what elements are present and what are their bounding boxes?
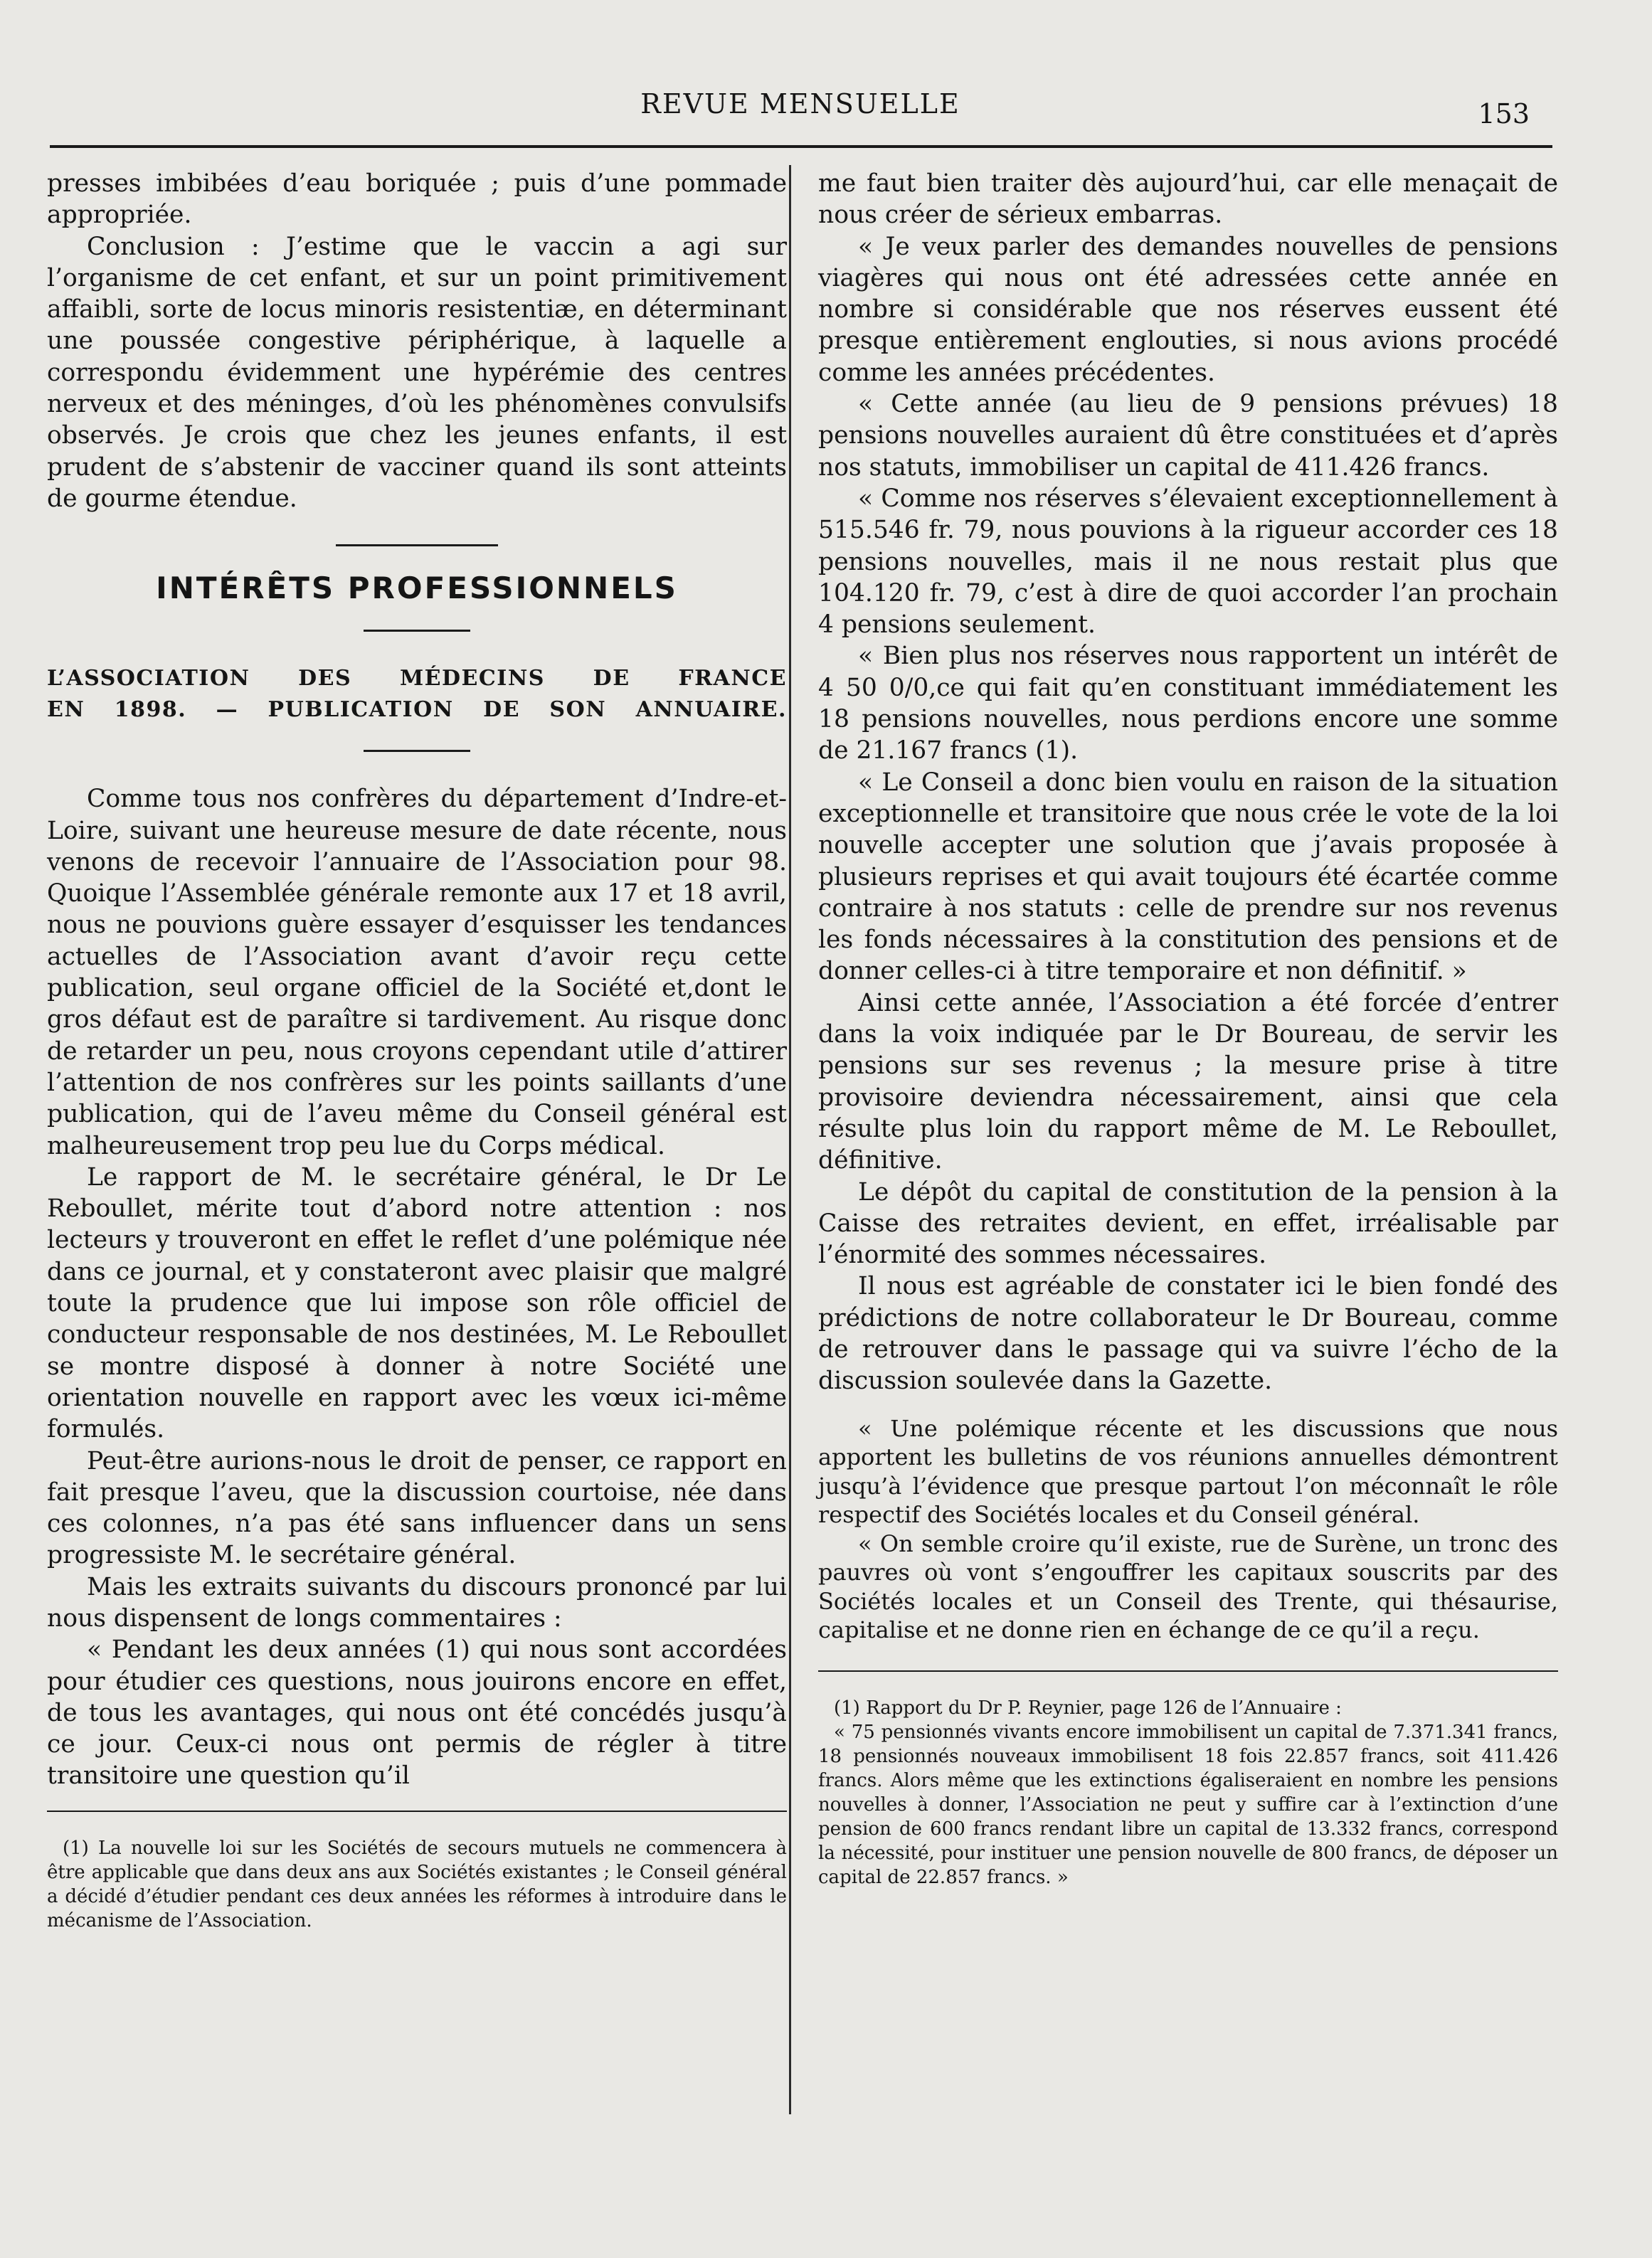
paragraph: Comme tous nos confrères du département d’Indre-et-Loire, suivant une heureuse mesure de date récente, nous venons de recevoir l’annuaire de l’Association pour 98. Quoique l’Assemblée générale remonte aux 17 et 18 avril, nous ne pouvions guère essayer d’esquisser les tendances actuelles de l’Association avant d’avoir reçu cette publication, seul organe officiel de la Société et,dont le gros défaut est de paraître si tardivement. Au risque donc de retarder un peu, nous croyons cependant utile d’attirer l’attention de nos confrères sur les points saillants d’une publication, qui de l’aveu même du Conseil général est malheureusement trop peu lue du Corps médical. (47, 785, 787, 1160)
section-rule (364, 750, 470, 752)
paragraph: « Je veux parler des demandes nouvelles de pensions viagères qui nous ont été adressées cette année en nombre si considérable que nos réserves eussent été presque entièrement englouties, si nous avions procédé comme les années précédentes. (818, 232, 1558, 387)
section-rule (364, 630, 470, 632)
right-column (818, 168, 1558, 1889)
column-divider (789, 165, 791, 2114)
paragraph: Mais les extraits suivants du discours prononcé par lui nous dispensent de longs commentaires : (47, 1572, 787, 1633)
footnote: « 75 pensionnés vivants encore immobilisent un capital de 7.371.341 francs, 18 pensionnés nouveaux immobilisent 18 fois 22.857 francs, soit 411.426 francs. Alors même que les extinctions égaliseraient en nombre les pensions nouvelles à donner, l’Association ne peut y suffire car à l’extinction d’une pension de 600 francs rendant libre un capital de 13.332 francs, correspond la nécessité, pour instituer une pension nouvelle de 800 francs, de déposer un capital de 22.857 francs. » (818, 1721, 1558, 1888)
paragraph: « Le Conseil a donc bien voulu en raison de la situation exceptionnelle et transitoire que nous crée le vote de la loi nouvelle accepter une solution que j’avais proposée à plusieurs reprises et qui avait toujours été écartée comme contraire à nos statuts : celle de prendre sur nos revenus les fonds nécessaires à la constitution des pensions et de donner celles-ci à titre temporaire et non définitif. » (818, 768, 1558, 986)
header-rule (50, 145, 1552, 148)
article-heading-line: EN 1898. — PUBLICATION DE SON ANNUAIRE. (47, 697, 787, 723)
paragraph: me faut bien traiter dès aujourd’hui, car elle menaçait de nous créer de sérieux embarras. (818, 169, 1558, 230)
quoted-paragraph: « Une polémique récente et les discussions que nous apportent les bulletins de vos réunions annuelles démontrent jusqu’à l’évidence que presque partout l’on méconnaît le rôle respectif des Sociétés locales et du Conseil général. (818, 1414, 1558, 1529)
quoted-paragraph: « On semble croire qu’il existe, rue de Surène, un tronc des pauvres où vont s’engouffrer les capitaux souscrits par des Sociétés locales et un Conseil des Trente, qui thésaurise, capitalise et ne donne rien en échange de ce qu’il a reçu. (818, 1530, 1558, 1644)
footnote-rule (47, 1811, 787, 1812)
paragraph: Conclusion : J’estime que le vaccin a agi sur l’organisme de cet enfant, et sur un point primitivement affaibli, sorte de locus minoris resistentiæ, en déterminant une poussée congestive périphérique, à laquelle a correspondu évidemment une hypérémie des centres nerveux et des méninges, d’où les phénomènes convulsifs observés. Je crois que chez les jeunes enfants, il est prudent de s’abstenir de vacciner quand ils sont atteints de gourme étendue. (47, 232, 787, 513)
paragraph: « Cette année (au lieu de 9 pensions prévues) 18 pensions nouvelles auraient dû être constituées et d’après nos statuts, immobiliser un capital de 411.426 francs. (818, 390, 1558, 482)
paragraph: Le rapport de M. le secrétaire général, le Dr Le Reboullet, mérite tout d’abord notre attention : nos lecteurs y trouveront en effet le reflet d’une polémique née dans ce journal, et y constateront avec plaisir que malgré toute la prudence que lui impose son rôle officiel de conducteur responsable de nos destinées, M. Le Reboullet se montre disposé à donner à notre Société une orientation nouvelle en rapport avec les vœux ici-même formulés. (47, 1162, 787, 1444)
section-rule (336, 544, 498, 546)
running-title: REVUE MENSUELLE (640, 88, 960, 120)
paragraph: « Pendant les deux années (1) qui nous sont accordées pour étudier ces questions, nous jouirons encore en effet, de tous les avantages, qui nous ont été concédés jusqu’à ce jour. Ceux-ci nous ont permis de régler à titre transitoire une question qu’il (47, 1636, 787, 1791)
footnote: (1) Rapport du Dr P. Reynier, page 126 de l’Annuaire : (834, 1697, 1342, 1719)
page-number: 153 (1478, 98, 1530, 129)
paragraph: Il nous est agréable de constater ici le bien fondé des prédictions de notre collaborateur le Dr Boureau, comme de retrouver dans le passage qui va suivre l’écho de la discussion soulevée dans la Gazette. (818, 1272, 1558, 1396)
paragraph: presses imbibées d’eau boriquée ; puis d’une pommade appropriée. (47, 169, 787, 230)
article-heading (47, 663, 787, 726)
section-title: INTÉRÊTS PROFESSIONNELS (156, 571, 678, 606)
paragraph: Peut-être aurions-nous le droit de penser, ce rapport en fait presque l’aveu, que la discussion courtoise, née dans ces colonnes, n’a pas été sans influencer dans un sens progressiste M. le secrétaire général. (47, 1446, 787, 1570)
footnote-rule (818, 1670, 1558, 1672)
paragraph: Le dépôt du capital de constitution de la pension à la Caisse des retraites devient, en effet, irréalisable par l’énormité des sommes nécessaires. (818, 1177, 1558, 1270)
article-heading-line: L’ASSOCIATION DES MÉDECINS DE FRANCE (47, 666, 787, 691)
footnote: (1) La nouvelle loi sur les Sociétés de secours mutuels ne commencera à être applicable que dans deux ans aux Sociétés existantes ; le Conseil général a décidé d’étudier pendant ces deux années les réformes à introduire dans le mécanisme de l’Association. (47, 1837, 787, 1931)
paragraph: « Bien plus nos réserves nous rapportent un intérêt de 4 50 0/0,ce qui fait qu’en constituant immédiatement les 18 pensions nouvelles, nous perdions encore une somme de 21.167 francs (1). (818, 642, 1558, 765)
running-head (50, 84, 1551, 134)
paragraph: Ainsi cette année, l’Association a été forcée d’entrer dans la voix indiquée par le Dr Boureau, de servir les pensions sur ses revenus ; la mesure prise à titre provisoire deviendra nécessairement, ainsi que cela résulte plus loin du rapport même de M. Le Reboullet, définitive. (818, 988, 1558, 1175)
left-column (47, 168, 787, 1933)
paragraph: « Comme nos réserves s’élevaient exceptionnellement à 515.546 fr. 79, nous pouvions à la rigueur accorder ces 18 pensions nouvelles, mais il ne nous restait plus que 104.120 fr. 79, c’est à dire de quoi accorder l’an prochain 4 pensions seulement. (818, 484, 1558, 640)
